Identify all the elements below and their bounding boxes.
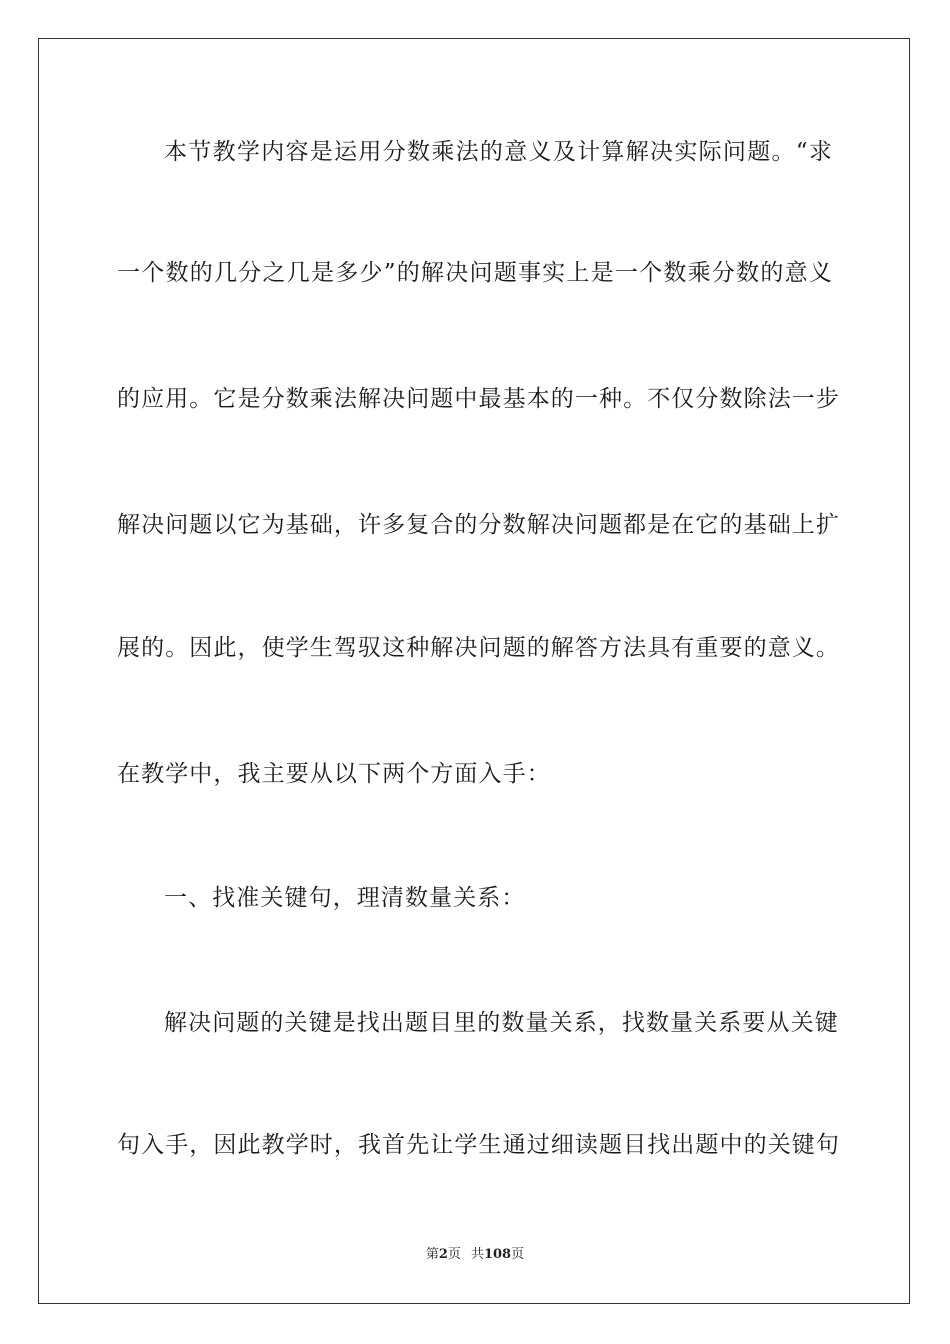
paragraph-line-9: 句入手，因此教学时，我首先让学生通过细读题目找出题中的关键句 [117, 1132, 840, 1158]
page-border [38, 38, 910, 1304]
footer-total-prefix: 共 [470, 1247, 484, 1262]
footer-total-suffix: 页 [511, 1247, 525, 1262]
paragraph-line-6: 在教学中，我主要从以下两个方面入手： [117, 761, 551, 787]
footer-page-number: 2 [438, 1247, 448, 1262]
page-footer [0, 1247, 950, 1263]
paragraph-line-4: 解决问题以它为基础，许多复合的分数解决问题都是在它的基础上扩 [117, 512, 840, 538]
paragraph-line-3: 的应用。它是分数乘法解决问题中最基本的一种。不仅分数除法一步 [117, 386, 840, 412]
footer-page-prefix: 第 [425, 1247, 439, 1262]
paragraph-line-8: 解决问题的关键是找出题目里的数量关系，找数量关系要从关键 [164, 1010, 839, 1036]
section-heading: 一、找准关键句，理清数量关系： [164, 885, 526, 911]
footer-total-number: 108 [483, 1247, 512, 1262]
paragraph-line-1: 本节教学内容是运用分数乘法的意义及计算解决实际问题。“求 [164, 139, 833, 165]
paragraph-line-5: 展的。因此，使学生驾驭这种解决问题的解答方法具有重要的意义。 [117, 635, 840, 661]
paragraph-line-2: 一个数的几分之几是多少”的解决问题事实上是一个数乘分数的意义 [117, 260, 833, 286]
footer-page-suffix: 页 [447, 1247, 461, 1262]
